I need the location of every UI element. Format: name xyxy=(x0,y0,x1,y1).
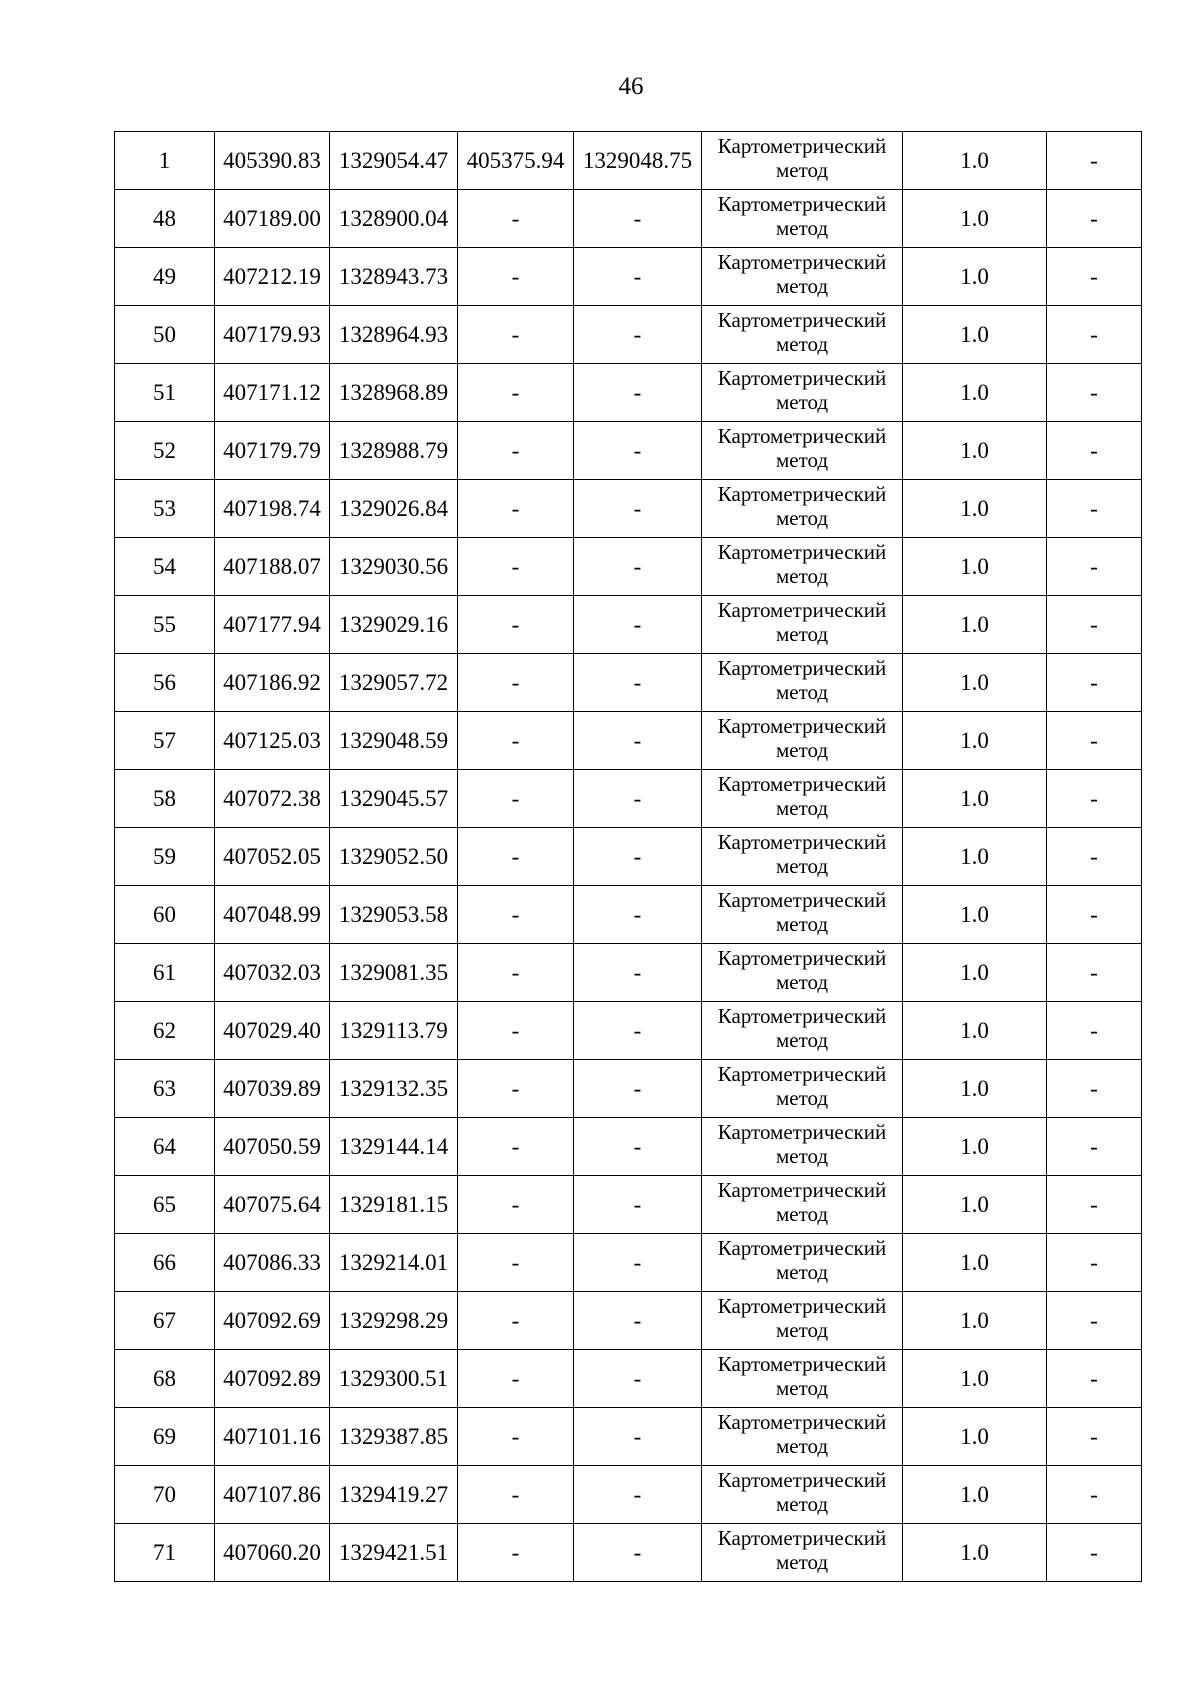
x-previous-cell: - xyxy=(458,654,574,712)
x-previous-cell: - xyxy=(458,1408,574,1466)
accuracy-cell: 1.0 xyxy=(903,422,1047,480)
method-line-1: Картометрический xyxy=(717,830,887,854)
method-line-1: Картометрический xyxy=(717,1294,887,1318)
note-cell: - xyxy=(1047,422,1142,480)
method-line-2: метод xyxy=(775,564,829,588)
point-number-cell: 61 xyxy=(115,944,215,1002)
note-cell: - xyxy=(1047,1292,1142,1350)
point-number-cell: 69 xyxy=(115,1408,215,1466)
table-body xyxy=(115,132,1142,1582)
method-line-2: метод xyxy=(775,158,829,182)
accuracy-cell: 1.0 xyxy=(903,596,1047,654)
x-coordinate-cell: 407060.20 xyxy=(215,1524,330,1582)
method-line-2: метод xyxy=(775,1318,829,1342)
method-cell xyxy=(702,1292,903,1350)
table-row xyxy=(115,1466,1142,1524)
method-line-2: метод xyxy=(775,1028,829,1052)
accuracy-cell: 1.0 xyxy=(903,1292,1047,1350)
accuracy-cell: 1.0 xyxy=(903,1350,1047,1408)
accuracy-cell: 1.0 xyxy=(903,480,1047,538)
y-coordinate-cell: 1328900.04 xyxy=(330,190,458,248)
y-previous-cell: - xyxy=(574,1234,702,1292)
y-previous-cell: - xyxy=(574,886,702,944)
method-line-2: метод xyxy=(775,390,829,414)
method-line-1: Картометрический xyxy=(717,1410,887,1434)
accuracy-cell: 1.0 xyxy=(903,1176,1047,1234)
note-cell: - xyxy=(1047,1234,1142,1292)
x-coordinate-cell: 407171.12 xyxy=(215,364,330,422)
method-line-1: Картометрический xyxy=(717,540,887,564)
x-coordinate-cell: 407189.00 xyxy=(215,190,330,248)
method-cell xyxy=(702,1002,903,1060)
method-cell xyxy=(702,828,903,886)
x-coordinate-cell: 407052.05 xyxy=(215,828,330,886)
note-cell: - xyxy=(1047,1176,1142,1234)
table-row xyxy=(115,190,1142,248)
y-coordinate-cell: 1329057.72 xyxy=(330,654,458,712)
method-line-1: Картометрический xyxy=(717,482,887,506)
accuracy-cell: 1.0 xyxy=(903,1408,1047,1466)
y-previous-cell: - xyxy=(574,1408,702,1466)
y-coordinate-cell: 1329181.15 xyxy=(330,1176,458,1234)
x-previous-cell: - xyxy=(458,480,574,538)
x-previous-cell: - xyxy=(458,190,574,248)
y-coordinate-cell: 1329298.29 xyxy=(330,1292,458,1350)
table-row xyxy=(115,1292,1142,1350)
x-coordinate-cell: 407039.89 xyxy=(215,1060,330,1118)
note-cell: - xyxy=(1047,364,1142,422)
y-coordinate-cell: 1329030.56 xyxy=(330,538,458,596)
y-previous-cell: - xyxy=(574,654,702,712)
method-cell xyxy=(702,1524,903,1582)
method-line-1: Картометрический xyxy=(717,1352,887,1376)
x-coordinate-cell: 407107.86 xyxy=(215,1466,330,1524)
x-coordinate-cell: 407101.16 xyxy=(215,1408,330,1466)
table-row xyxy=(115,1350,1142,1408)
method-line-1: Картометрический xyxy=(717,424,887,448)
accuracy-cell: 1.0 xyxy=(903,364,1047,422)
accuracy-cell: 1.0 xyxy=(903,1234,1047,1292)
method-line-1: Картометрический xyxy=(717,888,887,912)
method-line-2: метод xyxy=(775,506,829,530)
accuracy-cell: 1.0 xyxy=(903,944,1047,1002)
x-previous-cell: - xyxy=(458,1292,574,1350)
x-previous-cell: - xyxy=(458,1176,574,1234)
method-cell xyxy=(702,1466,903,1524)
y-coordinate-cell: 1328968.89 xyxy=(330,364,458,422)
table-row xyxy=(115,596,1142,654)
accuracy-cell: 1.0 xyxy=(903,770,1047,828)
method-line-1: Картометрический xyxy=(717,1120,887,1144)
method-line-1: Картометрический xyxy=(717,1468,887,1492)
y-coordinate-cell: 1329081.35 xyxy=(330,944,458,1002)
point-number-cell: 67 xyxy=(115,1292,215,1350)
x-previous-cell: - xyxy=(458,1234,574,1292)
y-previous-cell: 1329048.75 xyxy=(574,132,702,190)
x-previous-cell: - xyxy=(458,538,574,596)
x-coordinate-cell: 407092.69 xyxy=(215,1292,330,1350)
y-previous-cell: - xyxy=(574,248,702,306)
point-number-cell: 71 xyxy=(115,1524,215,1582)
method-cell xyxy=(702,364,903,422)
y-previous-cell: - xyxy=(574,770,702,828)
method-cell xyxy=(702,1060,903,1118)
x-previous-cell: - xyxy=(458,712,574,770)
method-line-2: метод xyxy=(775,1086,829,1110)
method-cell xyxy=(702,132,903,190)
method-line-2: метод xyxy=(775,680,829,704)
y-previous-cell: - xyxy=(574,712,702,770)
point-number-cell: 52 xyxy=(115,422,215,480)
method-cell xyxy=(702,1176,903,1234)
note-cell: - xyxy=(1047,1118,1142,1176)
table-row xyxy=(115,1176,1142,1234)
method-line-1: Картометрический xyxy=(717,1062,887,1086)
table-row xyxy=(115,1234,1142,1292)
y-coordinate-cell: 1329045.57 xyxy=(330,770,458,828)
table-row xyxy=(115,1524,1142,1582)
note-cell: - xyxy=(1047,1524,1142,1582)
x-coordinate-cell: 407179.93 xyxy=(215,306,330,364)
x-coordinate-cell: 407050.59 xyxy=(215,1118,330,1176)
y-coordinate-cell: 1329419.27 xyxy=(330,1466,458,1524)
y-coordinate-cell: 1329053.58 xyxy=(330,886,458,944)
point-number-cell: 1 xyxy=(115,132,215,190)
method-cell xyxy=(702,654,903,712)
method-line-2: метод xyxy=(775,854,829,878)
point-number-cell: 70 xyxy=(115,1466,215,1524)
method-cell xyxy=(702,422,903,480)
y-previous-cell: - xyxy=(574,1060,702,1118)
method-line-2: метод xyxy=(775,1202,829,1226)
point-number-cell: 66 xyxy=(115,1234,215,1292)
y-coordinate-cell: 1329113.79 xyxy=(330,1002,458,1060)
method-cell xyxy=(702,1408,903,1466)
x-coordinate-cell: 405390.83 xyxy=(215,132,330,190)
y-previous-cell: - xyxy=(574,538,702,596)
table-row xyxy=(115,828,1142,886)
note-cell: - xyxy=(1047,770,1142,828)
y-coordinate-cell: 1329052.50 xyxy=(330,828,458,886)
x-previous-cell: - xyxy=(458,886,574,944)
x-previous-cell: - xyxy=(458,422,574,480)
method-cell xyxy=(702,538,903,596)
x-coordinate-cell: 407032.03 xyxy=(215,944,330,1002)
page-number: 46 xyxy=(618,73,644,100)
point-number-cell: 51 xyxy=(115,364,215,422)
table-row xyxy=(115,538,1142,596)
note-cell: - xyxy=(1047,944,1142,1002)
y-previous-cell: - xyxy=(574,1524,702,1582)
y-previous-cell: - xyxy=(574,306,702,364)
accuracy-cell: 1.0 xyxy=(903,190,1047,248)
point-number-cell: 59 xyxy=(115,828,215,886)
accuracy-cell: 1.0 xyxy=(903,886,1047,944)
y-previous-cell: - xyxy=(574,828,702,886)
y-coordinate-cell: 1329054.47 xyxy=(330,132,458,190)
accuracy-cell: 1.0 xyxy=(903,1118,1047,1176)
x-coordinate-cell: 407086.33 xyxy=(215,1234,330,1292)
method-line-1: Картометрический xyxy=(717,1526,887,1550)
table-row xyxy=(115,770,1142,828)
y-coordinate-cell: 1328964.93 xyxy=(330,306,458,364)
y-previous-cell: - xyxy=(574,1176,702,1234)
method-line-1: Картометрический xyxy=(717,192,887,216)
point-number-cell: 62 xyxy=(115,1002,215,1060)
method-line-1: Картометрический xyxy=(717,1004,887,1028)
x-previous-cell: - xyxy=(458,1060,574,1118)
coordinates-table xyxy=(114,131,1142,1582)
method-line-2: метод xyxy=(775,332,829,356)
method-line-1: Картометрический xyxy=(717,598,887,622)
method-line-2: метод xyxy=(775,1376,829,1400)
method-cell xyxy=(702,190,903,248)
x-coordinate-cell: 407198.74 xyxy=(215,480,330,538)
y-coordinate-cell: 1329421.51 xyxy=(330,1524,458,1582)
method-line-1: Картометрический xyxy=(717,308,887,332)
point-number-cell: 56 xyxy=(115,654,215,712)
x-previous-cell: - xyxy=(458,306,574,364)
y-coordinate-cell: 1329132.35 xyxy=(330,1060,458,1118)
method-line-1: Картометрический xyxy=(717,366,887,390)
method-line-2: метод xyxy=(775,1550,829,1574)
y-previous-cell: - xyxy=(574,596,702,654)
point-number-cell: 57 xyxy=(115,712,215,770)
x-previous-cell: - xyxy=(458,828,574,886)
y-coordinate-cell: 1329144.14 xyxy=(330,1118,458,1176)
x-previous-cell: - xyxy=(458,596,574,654)
accuracy-cell: 1.0 xyxy=(903,1524,1047,1582)
y-coordinate-cell: 1329048.59 xyxy=(330,712,458,770)
x-coordinate-cell: 407092.89 xyxy=(215,1350,330,1408)
note-cell: - xyxy=(1047,1466,1142,1524)
note-cell: - xyxy=(1047,712,1142,770)
method-line-2: метод xyxy=(775,970,829,994)
method-line-1: Картометрический xyxy=(717,1178,887,1202)
method-cell xyxy=(702,480,903,538)
note-cell: - xyxy=(1047,1002,1142,1060)
note-cell: - xyxy=(1047,886,1142,944)
y-coordinate-cell: 1328988.79 xyxy=(330,422,458,480)
x-previous-cell: 405375.94 xyxy=(458,132,574,190)
x-previous-cell: - xyxy=(458,1350,574,1408)
y-previous-cell: - xyxy=(574,1350,702,1408)
y-previous-cell: - xyxy=(574,1118,702,1176)
method-cell xyxy=(702,596,903,654)
method-line-2: метод xyxy=(775,622,829,646)
table-row xyxy=(115,364,1142,422)
x-coordinate-cell: 407188.07 xyxy=(215,538,330,596)
table-row xyxy=(115,306,1142,364)
x-coordinate-cell: 407179.79 xyxy=(215,422,330,480)
point-number-cell: 60 xyxy=(115,886,215,944)
y-previous-cell: - xyxy=(574,944,702,1002)
x-coordinate-cell: 407072.38 xyxy=(215,770,330,828)
point-number-cell: 48 xyxy=(115,190,215,248)
method-cell xyxy=(702,886,903,944)
table-row xyxy=(115,1118,1142,1176)
x-previous-cell: - xyxy=(458,1118,574,1176)
method-line-2: метод xyxy=(775,274,829,298)
method-line-1: Картометрический xyxy=(717,714,887,738)
note-cell: - xyxy=(1047,480,1142,538)
x-coordinate-cell: 407048.99 xyxy=(215,886,330,944)
method-cell xyxy=(702,944,903,1002)
table-row xyxy=(115,712,1142,770)
x-coordinate-cell: 407029.40 xyxy=(215,1002,330,1060)
method-line-2: метод xyxy=(775,216,829,240)
accuracy-cell: 1.0 xyxy=(903,712,1047,770)
method-line-1: Картометрический xyxy=(717,1236,887,1260)
accuracy-cell: 1.0 xyxy=(903,538,1047,596)
note-cell: - xyxy=(1047,596,1142,654)
y-coordinate-cell: 1329214.01 xyxy=(330,1234,458,1292)
note-cell: - xyxy=(1047,828,1142,886)
y-coordinate-cell: 1329387.85 xyxy=(330,1408,458,1466)
y-previous-cell: - xyxy=(574,422,702,480)
point-number-cell: 63 xyxy=(115,1060,215,1118)
y-coordinate-cell: 1329026.84 xyxy=(330,480,458,538)
point-number-cell: 50 xyxy=(115,306,215,364)
method-cell xyxy=(702,1234,903,1292)
note-cell: - xyxy=(1047,1350,1142,1408)
y-previous-cell: - xyxy=(574,190,702,248)
y-previous-cell: - xyxy=(574,1292,702,1350)
table-row xyxy=(115,480,1142,538)
table-row xyxy=(115,422,1142,480)
x-previous-cell: - xyxy=(458,1002,574,1060)
method-line-2: метод xyxy=(775,448,829,472)
method-cell xyxy=(702,248,903,306)
table-row xyxy=(115,1408,1142,1466)
method-cell xyxy=(702,770,903,828)
method-cell xyxy=(702,1350,903,1408)
method-line-2: метод xyxy=(775,1260,829,1284)
x-previous-cell: - xyxy=(458,944,574,1002)
accuracy-cell: 1.0 xyxy=(903,1002,1047,1060)
method-line-2: метод xyxy=(775,1144,829,1168)
method-line-1: Картометрический xyxy=(717,946,887,970)
note-cell: - xyxy=(1047,654,1142,712)
accuracy-cell: 1.0 xyxy=(903,132,1047,190)
table-row xyxy=(115,944,1142,1002)
y-coordinate-cell: 1329029.16 xyxy=(330,596,458,654)
point-number-cell: 54 xyxy=(115,538,215,596)
note-cell: - xyxy=(1047,538,1142,596)
point-number-cell: 68 xyxy=(115,1350,215,1408)
note-cell: - xyxy=(1047,306,1142,364)
x-previous-cell: - xyxy=(458,770,574,828)
method-line-1: Картометрический xyxy=(717,134,887,158)
point-number-cell: 55 xyxy=(115,596,215,654)
x-coordinate-cell: 407212.19 xyxy=(215,248,330,306)
method-cell xyxy=(702,712,903,770)
table-row xyxy=(115,1060,1142,1118)
method-line-1: Картометрический xyxy=(717,656,887,680)
x-coordinate-cell: 407186.92 xyxy=(215,654,330,712)
table-row xyxy=(115,654,1142,712)
accuracy-cell: 1.0 xyxy=(903,828,1047,886)
x-coordinate-cell: 407075.64 xyxy=(215,1176,330,1234)
note-cell: - xyxy=(1047,248,1142,306)
note-cell: - xyxy=(1047,1060,1142,1118)
table-row xyxy=(115,248,1142,306)
y-previous-cell: - xyxy=(574,364,702,422)
method-cell xyxy=(702,306,903,364)
point-number-cell: 53 xyxy=(115,480,215,538)
x-coordinate-cell: 407177.94 xyxy=(215,596,330,654)
method-line-1: Картометрический xyxy=(717,250,887,274)
x-previous-cell: - xyxy=(458,248,574,306)
y-previous-cell: - xyxy=(574,480,702,538)
method-line-2: метод xyxy=(775,738,829,762)
x-previous-cell: - xyxy=(458,1466,574,1524)
x-previous-cell: - xyxy=(458,364,574,422)
y-coordinate-cell: 1329300.51 xyxy=(330,1350,458,1408)
table-row xyxy=(115,1002,1142,1060)
point-number-cell: 58 xyxy=(115,770,215,828)
method-cell xyxy=(702,1118,903,1176)
y-coordinate-cell: 1328943.73 xyxy=(330,248,458,306)
method-line-2: метод xyxy=(775,912,829,936)
x-coordinate-cell: 407125.03 xyxy=(215,712,330,770)
accuracy-cell: 1.0 xyxy=(903,1466,1047,1524)
point-number-cell: 65 xyxy=(115,1176,215,1234)
accuracy-cell: 1.0 xyxy=(903,1060,1047,1118)
point-number-cell: 49 xyxy=(115,248,215,306)
accuracy-cell: 1.0 xyxy=(903,306,1047,364)
y-previous-cell: - xyxy=(574,1466,702,1524)
x-previous-cell: - xyxy=(458,1524,574,1582)
method-line-2: метод xyxy=(775,1434,829,1458)
table-row xyxy=(115,132,1142,190)
table-row xyxy=(115,886,1142,944)
point-number-cell: 64 xyxy=(115,1118,215,1176)
y-previous-cell: - xyxy=(574,1002,702,1060)
accuracy-cell: 1.0 xyxy=(903,248,1047,306)
note-cell: - xyxy=(1047,132,1142,190)
method-line-1: Картометрический xyxy=(717,772,887,796)
method-line-2: метод xyxy=(775,1492,829,1516)
accuracy-cell: 1.0 xyxy=(903,654,1047,712)
note-cell: - xyxy=(1047,1408,1142,1466)
note-cell: - xyxy=(1047,190,1142,248)
method-line-2: метод xyxy=(775,796,829,820)
